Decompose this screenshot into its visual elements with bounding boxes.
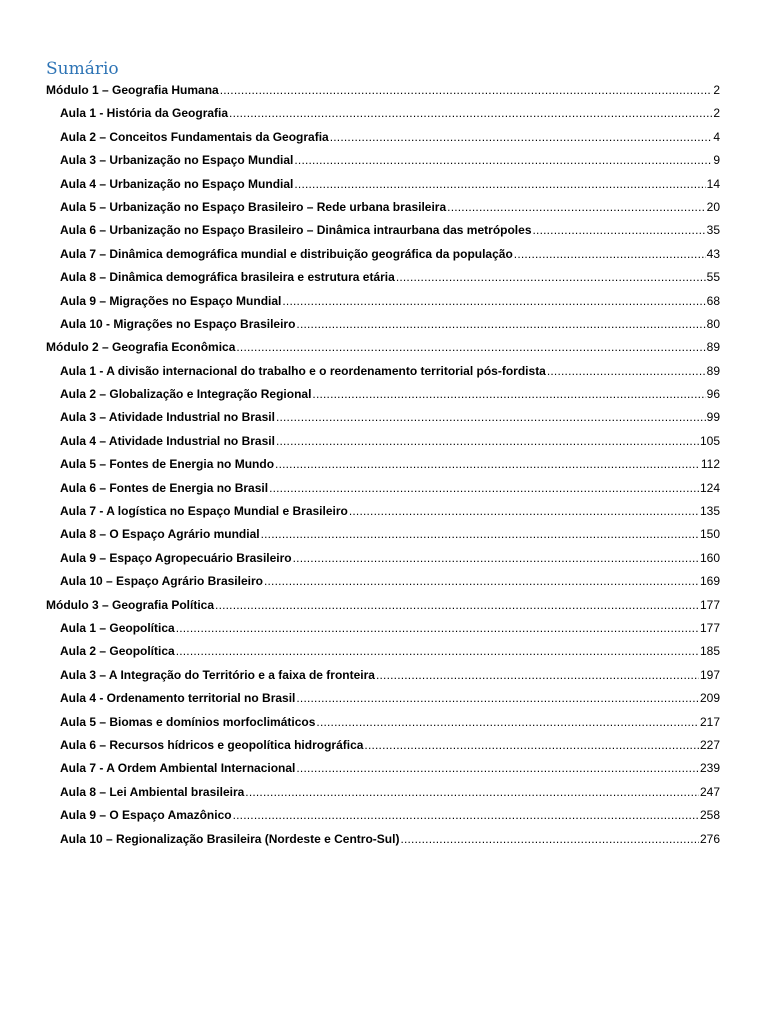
toc-entry-page-number: 185 (699, 644, 720, 659)
toc-entry-page-number: 169 (699, 574, 720, 589)
toc-entry-label: Aula 2 – Conceitos Fundamentais da Geografia (60, 129, 329, 144)
toc-entry-page-number: 105 (699, 433, 720, 448)
toc-dot-leader (447, 196, 705, 219)
toc-entry-page-number: 135 (699, 504, 720, 519)
toc-entry-label: Aula 8 – Dinâmica demográfica brasileira e estrutura etária (60, 270, 395, 285)
toc-entry-page-number: 177 (699, 620, 720, 635)
toc-dot-leader (547, 360, 706, 383)
toc-lesson-entry[interactable] (46, 547, 720, 570)
toc-module-entry[interactable] (46, 336, 720, 359)
toc-lesson-entry[interactable] (46, 453, 720, 476)
toc-entry-label: Aula 10 - Migrações no Espaço Brasileiro (60, 316, 296, 331)
toc-dot-leader (176, 640, 699, 663)
toc-entry-label: Aula 4 – Atividade Industrial no Brasil (60, 433, 275, 448)
toc-lesson-entry[interactable] (46, 617, 720, 640)
toc-title: Sumário (46, 59, 119, 79)
toc-entry-label: Aula 6 – Recursos hídricos e geopolítica hidrográfica (60, 737, 364, 752)
toc-entry-label: Aula 1 – Geopolítica (60, 620, 175, 635)
toc-dot-leader (276, 430, 699, 453)
toc-entry-label: Aula 6 – Fontes de Energia no Brasil (60, 480, 269, 495)
toc-entry-page-number: 4 (713, 129, 720, 144)
toc-dot-leader (233, 804, 699, 827)
toc-lesson-entry[interactable] (46, 804, 720, 827)
toc-entry-label: Aula 5 – Urbanização no Espaço Brasileiro – Rede urbana brasileira (60, 199, 447, 214)
toc-lesson-entry[interactable] (46, 523, 720, 546)
toc-entry-label: Aula 7 - A Ordem Ambiental Internacional (60, 761, 296, 776)
toc-entry-label: Aula 10 – Espaço Agrário Brasileiro (60, 574, 263, 589)
toc-dot-leader (264, 570, 699, 593)
toc-lesson-entry[interactable] (46, 126, 720, 149)
toc-entry-page-number: 197 (699, 667, 720, 682)
toc-dot-leader (176, 617, 699, 640)
toc-dot-leader (533, 219, 706, 242)
toc-lesson-entry[interactable] (46, 266, 720, 289)
toc-entry-page-number: 209 (699, 691, 720, 706)
toc-lesson-entry[interactable] (46, 570, 720, 593)
toc-entry-page-number: 258 (699, 808, 720, 823)
toc-entry-page-number: 68 (706, 293, 720, 308)
toc-entry-page-number: 160 (699, 550, 720, 565)
toc-lesson-entry[interactable] (46, 173, 720, 196)
toc-module-entry[interactable] (46, 594, 720, 617)
toc-lesson-entry[interactable] (46, 430, 720, 453)
toc-dot-leader (294, 149, 712, 172)
toc-entry-page-number: 89 (706, 363, 720, 378)
toc-entry-label: Aula 6 – Urbanização no Espaço Brasileiro – Dinâmica intraurbana das metrópoles (60, 223, 532, 238)
toc-lesson-entry[interactable] (46, 406, 720, 429)
toc-entry-label: Aula 9 – Migrações no Espaço Mundial (60, 293, 282, 308)
toc-entry-label: Módulo 2 – Geografia Econômica (46, 340, 236, 355)
toc-entry-page-number: 112 (700, 457, 720, 472)
toc-dot-leader (276, 406, 706, 429)
toc-dot-leader (261, 523, 699, 546)
toc-entry-page-number: 247 (699, 784, 720, 799)
toc-entry-page-number: 2 (713, 83, 720, 97)
toc-entry-label: Aula 3 – Urbanização no Espaço Mundial (60, 153, 294, 168)
toc-dot-leader (316, 711, 699, 734)
toc-entry-page-number: 43 (706, 246, 720, 261)
toc-lesson-entry[interactable] (46, 383, 720, 406)
table-of-contents (46, 79, 720, 851)
toc-dot-leader (376, 664, 699, 687)
toc-lesson-entry[interactable] (46, 757, 720, 780)
toc-dot-leader (514, 243, 706, 266)
toc-entry-page-number: 35 (706, 223, 720, 238)
toc-entry-label: Aula 3 – Atividade Industrial no Brasil (60, 410, 275, 425)
toc-entry-page-number: 276 (699, 831, 720, 846)
toc-lesson-entry[interactable] (46, 219, 720, 242)
toc-dot-leader (294, 173, 705, 196)
toc-entry-label: Aula 8 – O Espaço Agrário mundial (60, 527, 260, 542)
toc-entry-label: Aula 2 – Globalização e Integração Regional (60, 387, 312, 402)
toc-lesson-entry[interactable] (46, 500, 720, 523)
toc-entry-label: Aula 7 - A logística no Espaço Mundial e Brasileiro (60, 504, 348, 519)
toc-entry-label: Aula 4 – Urbanização no Espaço Mundial (60, 176, 294, 191)
toc-dot-leader (269, 477, 699, 500)
toc-lesson-entry[interactable] (46, 734, 720, 757)
toc-dot-leader (275, 453, 700, 476)
toc-entry-label: Módulo 1 – Geografia Humana (46, 83, 219, 97)
toc-module-entry[interactable] (46, 79, 720, 102)
toc-entry-page-number: 89 (706, 340, 720, 355)
toc-lesson-entry[interactable] (46, 102, 720, 125)
toc-entry-page-number: 99 (706, 410, 720, 425)
toc-entry-label: Aula 5 – Fontes de Energia no Mundo (60, 457, 275, 472)
toc-dot-leader (312, 383, 705, 406)
toc-entry-page-number: 14 (706, 176, 720, 191)
toc-entry-page-number: 2 (713, 106, 720, 121)
toc-lesson-entry[interactable] (46, 196, 720, 219)
toc-dot-leader (236, 336, 705, 359)
toc-entry-label: Aula 9 – O Espaço Amazônico (60, 808, 232, 823)
toc-entry-label: Módulo 3 – Geografia Política (46, 597, 215, 612)
toc-dot-leader (296, 687, 699, 710)
toc-dot-leader (245, 781, 699, 804)
toc-lesson-entry[interactable] (46, 687, 720, 710)
toc-entry-page-number: 227 (699, 737, 720, 752)
toc-lesson-entry[interactable] (46, 290, 720, 313)
toc-entry-page-number: 239 (699, 761, 720, 776)
toc-dot-leader (349, 500, 699, 523)
toc-entry-page-number: 20 (706, 199, 720, 214)
toc-entry-label: Aula 8 – Lei Ambiental brasileira (60, 784, 245, 799)
toc-entry-page-number: 80 (706, 316, 720, 331)
toc-entry-label: Aula 1 - História da Geografia (60, 106, 229, 121)
toc-lesson-entry[interactable] (46, 828, 720, 851)
toc-entry-label: Aula 10 – Regionalização Brasileira (Nordeste e Centro-Sul) (60, 831, 400, 846)
toc-entry-label: Aula 1 - A divisão internacional do trabalho e o reordenamento territorial pós-fordista (60, 363, 546, 378)
toc-entry-page-number: 55 (706, 270, 720, 285)
toc-dot-leader (296, 313, 705, 336)
toc-entry-page-number: 177 (699, 597, 720, 612)
toc-entry-label: Aula 9 – Espaço Agropecuário Brasileiro (60, 550, 292, 565)
toc-lesson-entry[interactable] (46, 360, 720, 383)
toc-lesson-entry[interactable] (46, 664, 720, 687)
toc-entry-page-number: 150 (699, 527, 720, 542)
toc-entry-page-number: 124 (699, 480, 720, 495)
toc-entry-label: Aula 5 – Biomas e domínios morfoclimáticos (60, 714, 316, 729)
toc-dot-leader (293, 547, 699, 570)
toc-dot-leader (215, 594, 699, 617)
toc-dot-leader (396, 266, 706, 289)
toc-dot-leader (296, 757, 699, 780)
toc-entry-label: Aula 7 – Dinâmica demográfica mundial e distribuição geográfica da população (60, 246, 513, 261)
toc-dot-leader (400, 828, 699, 851)
toc-lesson-entry[interactable] (46, 781, 720, 804)
toc-lesson-entry[interactable] (46, 640, 720, 663)
toc-dot-leader (330, 126, 713, 149)
toc-entry-page-number: 217 (699, 714, 720, 729)
toc-dot-leader (364, 734, 699, 757)
toc-lesson-entry[interactable] (46, 313, 720, 336)
toc-lesson-entry[interactable] (46, 149, 720, 172)
toc-entry-page-number: 96 (706, 387, 720, 402)
toc-entry-label: Aula 4 - Ordenamento territorial no Brasil (60, 691, 296, 706)
toc-dot-leader (220, 79, 713, 102)
toc-entry-label: Aula 3 – A Integração do Território e a faixa de fronteira (60, 667, 375, 682)
toc-lesson-entry[interactable] (46, 711, 720, 734)
toc-entry-page-number: 9 (713, 153, 720, 168)
toc-dot-leader (282, 290, 705, 313)
toc-entry-label: Aula 2 – Geopolítica (60, 644, 175, 659)
toc-dot-leader (229, 102, 712, 125)
toc-lesson-entry[interactable] (46, 243, 720, 266)
toc-lesson-entry[interactable] (46, 477, 720, 500)
